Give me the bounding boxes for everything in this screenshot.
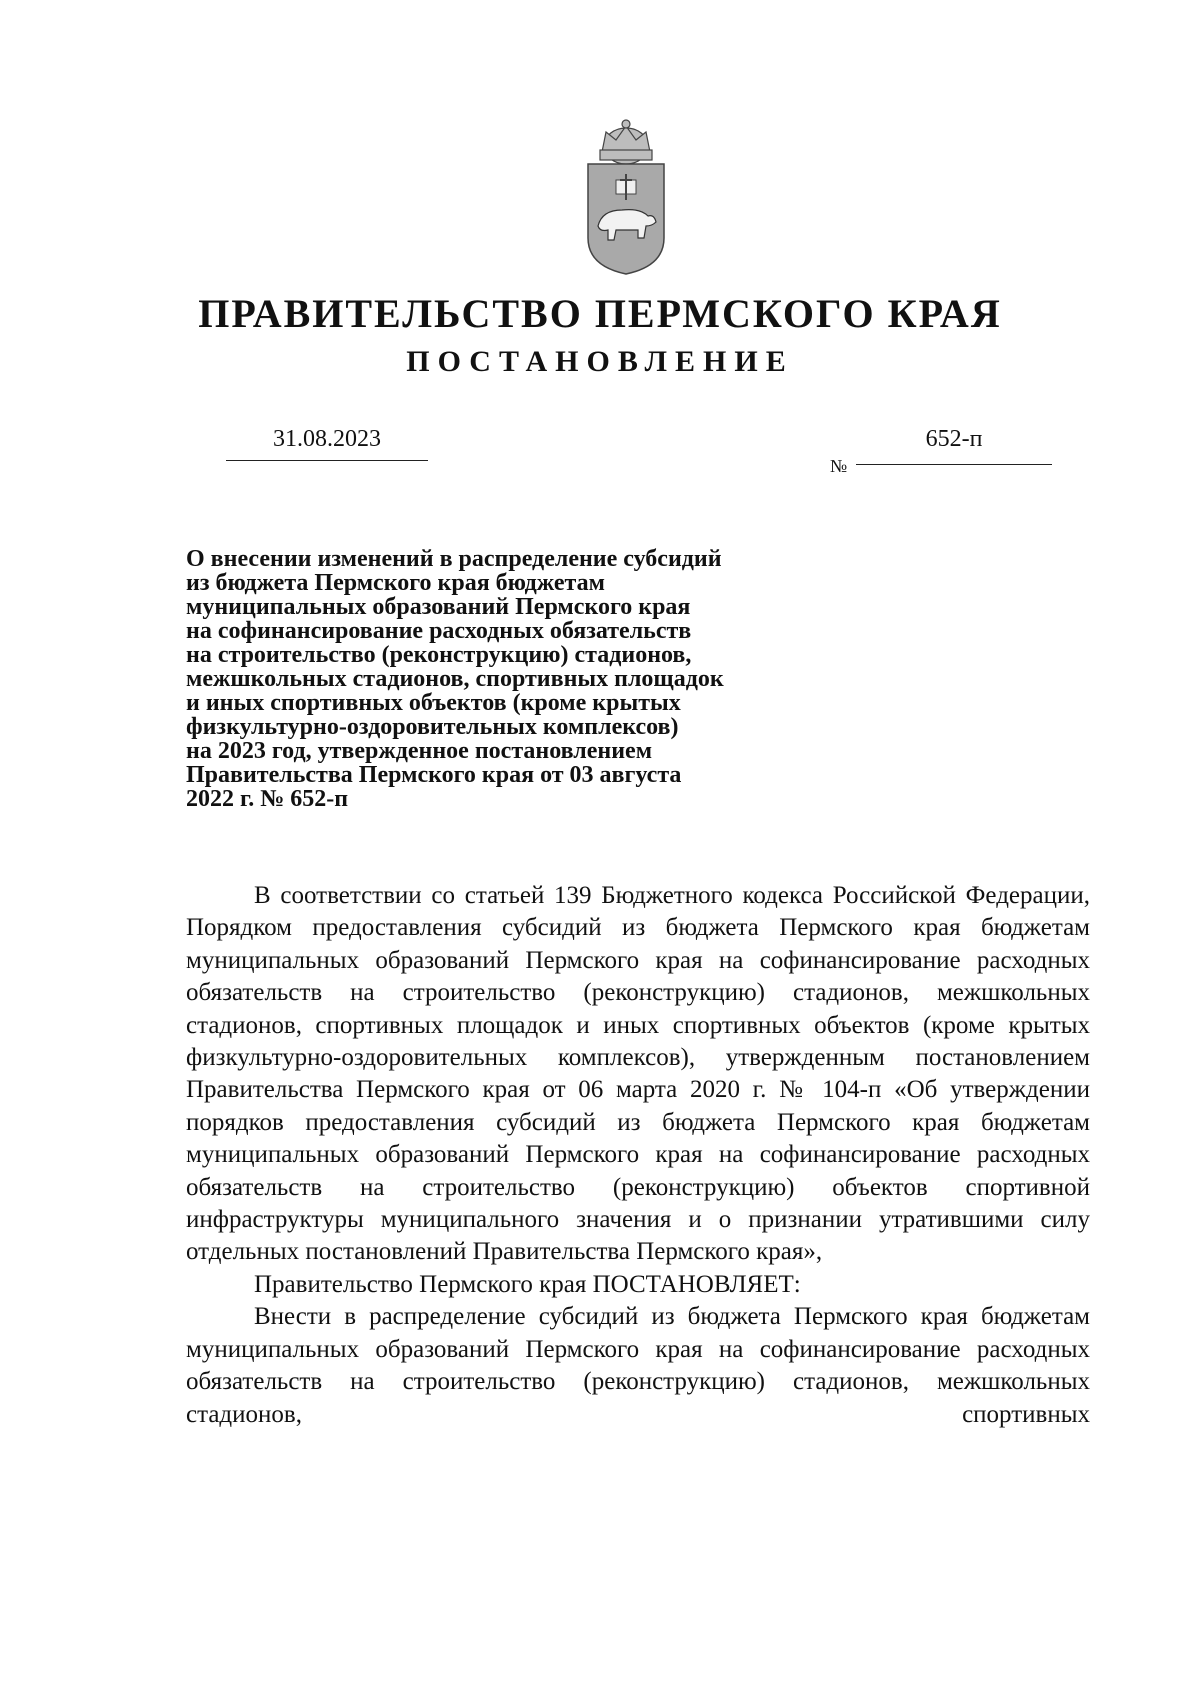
subject-line: на 2023 год, утвержденное постановлением [186, 738, 653, 764]
subject-line: межшкольных стадионов, спортивных площадок [186, 666, 724, 692]
subject-line: 2022 г. № 652-п [186, 786, 349, 812]
document-number: 652-п [925, 426, 983, 452]
coat-of-arms-icon [582, 118, 670, 278]
government-title: ПРАВИТЕЛЬСТВО ПЕРМСКОГО КРАЯ [198, 291, 1002, 336]
document-date: 31.08.2023 [273, 426, 381, 452]
number-sign: № [830, 456, 848, 476]
subject-line: из бюджета Пермского края бюджетам [186, 570, 605, 596]
subject-line: на строительство (реконструкцию) стадионов, [186, 642, 692, 668]
body-paragraph-decision: Внести в распределение субсидий из бюджета Пермского края бюджетам муниципальных образований Пермского края на софинансирование расходных обязательств на строительство (реконструкцию) стадионов, межшкольных стадионов, спортивных [186, 1303, 1090, 1428]
document-body [186, 880, 1090, 1431]
body-paragraph-resolves: Правительство Пермского края ПОСТАНОВЛЯЕТ: [254, 1270, 801, 1298]
date-field [226, 426, 428, 461]
document-type: ПОСТАНОВЛЕНИЕ [406, 345, 794, 378]
subject-line: физкультурно-оздоровительных комплексов) [186, 714, 679, 740]
subject-line: О внесении изменений в распределение субсидий [186, 546, 722, 572]
date-underline [226, 460, 428, 461]
number-underline [856, 464, 1052, 465]
document-subject [186, 547, 826, 811]
subject-line: Правительства Пермского края от 03 августа [186, 762, 682, 788]
subject-line: муниципальных образований Пермского края [186, 594, 691, 620]
body-paragraph-preamble: В соответствии со статьей 139 Бюджетного кодекса Российской Федерации, Порядком предоставления субсидий из бюджета Пермского края бюджетам муниципальных образований Пермского края на софинансирование расходных обязательств на строительство (реконструкцию) стадионов, межшкольных стадионов, спортивных площадок и иных спортивных объектов (кроме крытых физкультурно-оздоровительных комплексов), утвержденным постановлением Правительства Пермского края от 06 марта 2020 г. № 104-п «Об утверждении порядков предоставления субсидий из бюджета Пермского края бюджетам муниципальных образований Пермского края на софинансирование расходных обязательств на строительство (реконструкцию) объектов спортивной инфраструктуры муниципального значения и о признании утратившими силу отдельных постановлений Правительства Пермского края», [186, 882, 1090, 1266]
subject-line: на софинансирование расходных обязательств [186, 618, 692, 644]
subject-line: и иных спортивных объектов (кроме крытых [186, 690, 681, 716]
